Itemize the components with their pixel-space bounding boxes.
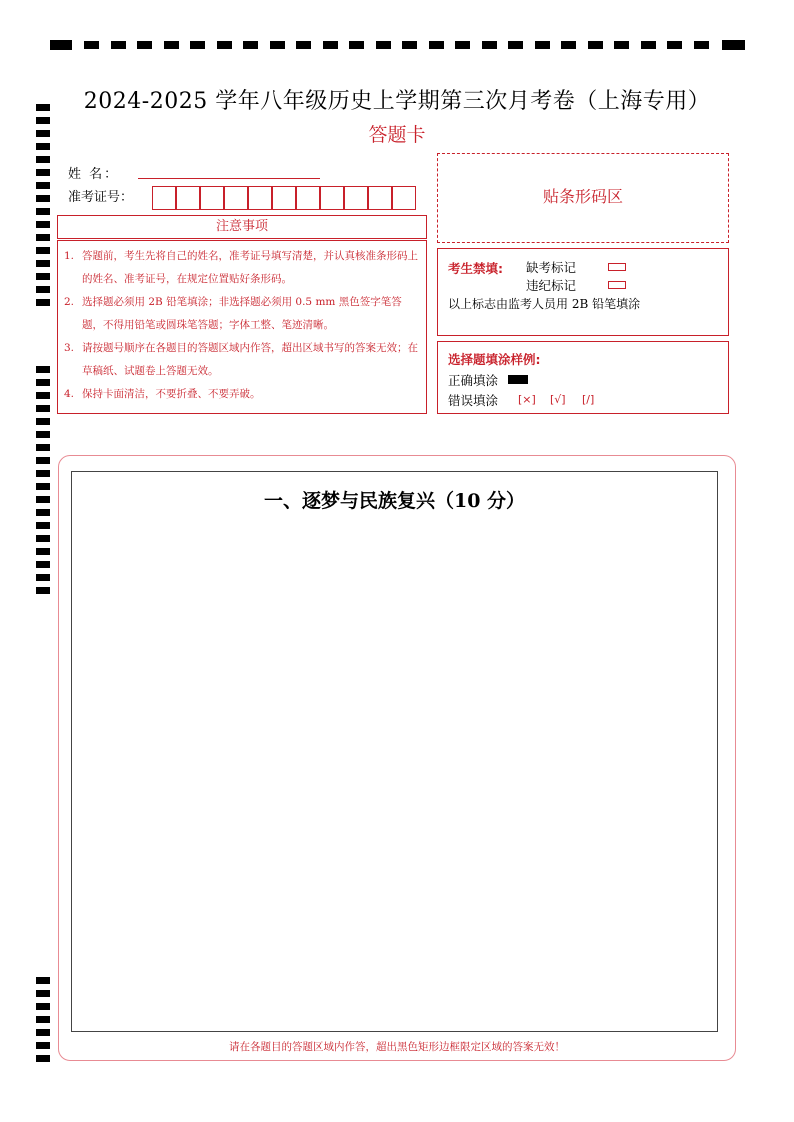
timing-mark — [376, 41, 391, 49]
timing-mark — [36, 392, 50, 399]
timing-mark — [36, 169, 50, 176]
timing-mark — [667, 41, 682, 49]
timing-mark — [36, 156, 50, 163]
id-digit-box[interactable] — [200, 186, 224, 210]
id-digit-box[interactable] — [152, 186, 176, 210]
timing-mark — [402, 41, 417, 49]
timing-mark — [36, 1042, 50, 1049]
timing-mark — [296, 41, 311, 49]
timing-mark — [36, 548, 50, 555]
timing-mark — [349, 41, 364, 49]
timing-mark — [641, 41, 656, 49]
section-title: 一、逐梦与民族复兴（10 分） — [263, 490, 526, 512]
timing-mark — [561, 41, 576, 49]
id-digit-box[interactable] — [224, 186, 248, 210]
timing-mark — [36, 195, 50, 202]
timing-mark — [137, 41, 152, 49]
fill-sample-title: 选择题填涂样例: — [448, 352, 541, 367]
id-digit-box[interactable] — [272, 186, 296, 210]
name-field[interactable] — [138, 177, 320, 179]
timing-mark — [535, 41, 550, 49]
timing-mark — [36, 483, 50, 490]
timing-mark — [36, 561, 50, 568]
answer-area[interactable] — [71, 471, 718, 1032]
timing-mark — [36, 418, 50, 425]
violation-mark-label: 违纪标记 — [526, 278, 577, 293]
id-digit-box[interactable] — [176, 186, 200, 210]
timing-mark — [190, 41, 205, 49]
timing-mark — [36, 457, 50, 464]
timing-mark — [36, 208, 50, 215]
note-item: 1. 答题前，考生先将自己的姓名，准考证号填写清楚，并认真核准条形码上的姓名、准考证号，在规定位置贴好条形码。 — [64, 250, 418, 285]
timing-mark — [36, 1016, 50, 1023]
timing-mark — [36, 366, 50, 373]
timing-mark — [36, 234, 50, 241]
timing-mark — [36, 444, 50, 451]
timing-mark — [455, 41, 470, 49]
timing-mark — [36, 273, 50, 280]
correct-fill-label: 正确填涂 — [448, 373, 499, 388]
timing-mark — [36, 587, 50, 594]
timing-mark — [36, 522, 50, 529]
timing-mark — [270, 41, 285, 49]
id-digit-box[interactable] — [344, 186, 368, 210]
id-digit-box[interactable] — [296, 186, 320, 210]
timing-mark — [36, 574, 50, 581]
timing-mark — [429, 41, 444, 49]
timing-mark — [36, 379, 50, 386]
wrong-fill-label: 错误填涂 — [448, 393, 499, 408]
notes-heading: 注意事项 — [57, 215, 427, 239]
timing-mark — [217, 41, 232, 49]
timing-mark — [588, 41, 603, 49]
timing-mark — [36, 299, 50, 306]
wrong-fill-sample: [×] — [518, 393, 536, 406]
id-digit-box[interactable] — [392, 186, 416, 210]
timing-mark — [482, 41, 497, 49]
timing-mark — [36, 535, 50, 542]
page-title: 2024-2025 学年八年级历史上学期第三次月考卷（上海专用） — [83, 89, 711, 114]
timing-mark — [36, 1003, 50, 1010]
id-digit-box[interactable] — [248, 186, 272, 210]
timing-mark — [36, 1055, 50, 1062]
wrong-fill-sample: [√] — [550, 393, 566, 406]
fill-sample-box — [437, 341, 729, 414]
name-label: 姓 名： — [68, 167, 120, 182]
note-item: 4. 保持卡面清洁，不要折叠、不要弄破。 — [64, 388, 261, 400]
id-digit-box[interactable] — [320, 186, 344, 210]
timing-mark — [722, 40, 745, 50]
timing-mark — [36, 496, 50, 503]
timing-mark — [36, 221, 50, 228]
timing-mark — [36, 182, 50, 189]
note-item: 3. 请按题号顺序在各题目的答题区域内作答，超出区域书写的答案无效；在草稿纸、试题卷上答题无效。 — [64, 342, 418, 377]
top-timing-marks — [50, 40, 745, 50]
timing-mark — [508, 41, 523, 49]
correct-fill-sample — [508, 375, 528, 384]
absent-mark-box[interactable] — [608, 263, 626, 271]
wrong-fill-sample: [/] — [582, 393, 595, 406]
footer-warning: 请在各题目的答题区域内作答，超出黑色矩形边框限定区域的答案无效！ — [229, 1041, 565, 1053]
timing-mark — [50, 40, 72, 50]
timing-mark — [36, 286, 50, 293]
notes-list — [57, 240, 427, 414]
violation-mark-box[interactable] — [608, 281, 626, 289]
timing-mark — [36, 405, 50, 412]
barcode-area: 贴条形码区 — [437, 153, 729, 243]
timing-mark — [36, 260, 50, 267]
timing-mark — [614, 41, 629, 49]
examiner-only-box — [437, 248, 729, 336]
timing-mark — [36, 431, 50, 438]
note-item: 2. 选择题必须用 2B 铅笔填涂；非选择题必须用 0.5 mm 黑色签字笔答题，不得用铅笔或圆珠笔答题；字体工整、笔迹清晰。 — [64, 296, 402, 331]
timing-mark — [36, 247, 50, 254]
timing-mark — [84, 41, 99, 49]
timing-mark — [36, 990, 50, 997]
timing-mark — [111, 41, 126, 49]
examiner-only-title: 考生禁填: — [448, 261, 503, 276]
timing-mark — [36, 509, 50, 516]
timing-mark — [243, 41, 258, 49]
timing-mark — [36, 1029, 50, 1036]
timing-mark — [694, 41, 709, 49]
examiner-note: 以上标志由监考人员用 2B 铅笔填涂 — [448, 297, 641, 311]
id-digit-box[interactable] — [368, 186, 392, 210]
page-subtitle: 答题卡 — [368, 124, 426, 146]
timing-mark — [36, 977, 50, 984]
id-label: 准考证号： — [68, 190, 134, 205]
timing-mark — [164, 41, 179, 49]
timing-mark — [36, 470, 50, 477]
timing-mark — [323, 41, 338, 49]
absent-mark-label: 缺考标记 — [526, 260, 577, 275]
